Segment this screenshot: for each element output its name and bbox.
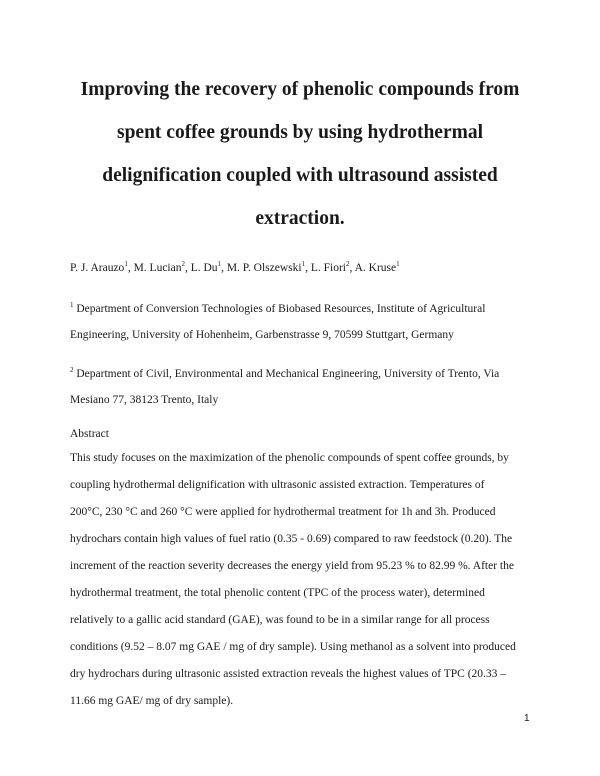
author-name: L. Du — [190, 262, 218, 274]
abstract-line: 11.66 mg GAE/ mg of dry sample). — [70, 695, 234, 707]
abstract-body — [70, 445, 540, 715]
abstract-line: dry hydrochars during ultrasonic assisted extraction reveals the highest values of TPC (20.33 – — [70, 668, 507, 680]
author-name: P. J. Arauzo — [70, 262, 125, 274]
author-list: P. J. Arauzo$^1$, M. Lucian$^2$, L. Du$^1$, M. P. Olszewski$^1$, L. Fiori$^2$, A. Kruse$^1$ — [70, 260, 400, 274]
author-affiliation-mark: 1 — [217, 260, 222, 269]
title-line: spent coffee grounds by using hydrothermal — [116, 122, 484, 143]
title-line: Improving the recovery of phenolic compounds from — [80, 79, 520, 100]
abstract-line: conditions (9.52 – 8.07 mg GAE / mg of dry sample). Using methanol as a solvent into produced — [70, 641, 516, 653]
affiliation-text: Department of Conversion Technologies of Biobased Resources, Institute of Agricultural — [76, 303, 486, 315]
affiliation-text: Department of Civil, Environmental and Mechanical Engineering, University of Trento, Via — [76, 368, 500, 380]
title-line: extraction. — [255, 208, 345, 229]
abstract-line: relatively to a gallic acid standard (GAE), was found to be in a similar range for all process — [70, 614, 490, 626]
paper-title — [60, 68, 540, 240]
author-affiliation-mark: 2 — [345, 260, 350, 269]
abstract-line: coupling hydrothermal delignification with ultrasonic assisted extraction. Temperatures of — [70, 479, 485, 491]
author-name: A. Kruse — [354, 262, 397, 274]
abstract-heading: Abstract — [70, 428, 109, 440]
abstract-line: hydrochars contain high values of fuel ratio (0.35 - 0.69) compared to raw feedstock (0.20). The — [70, 533, 513, 545]
abstract-line: hydrothermal treatment, the total phenolic content (TPC of the process water), determined — [70, 587, 485, 599]
abstract-line: This study focuses on the maximization of the phenolic compounds of spent coffee grounds, by — [70, 452, 509, 464]
affiliation-mark: 2 — [70, 366, 74, 375]
author-affiliation-mark: 1 — [396, 260, 400, 269]
abstract-line: increment of the reaction severity decreases the energy yield from 95.23 % to 82.99 %. After the — [70, 560, 514, 572]
author-affiliation-mark: 2 — [181, 260, 185, 269]
affiliation-line: Mesiano 77, 38123 Trento, Italy — [70, 394, 219, 406]
affiliation-line — [70, 296, 540, 322]
author-name: L. Fiori — [310, 262, 346, 274]
abstract-line: 200°C, 230 °C and 260 °C were applied for hydrothermal treatment for 1h and 3h. Produced — [70, 506, 496, 518]
affiliation-2 — [70, 361, 540, 413]
affiliation-line: Engineering, University of Hohenheim, Garbenstrasse 9, 70599 Stuttgart, Germany — [70, 329, 454, 341]
author-name: M. Lucian — [133, 262, 182, 274]
page-number: 1 — [524, 713, 530, 724]
affiliation-mark: 1 — [70, 301, 74, 310]
affiliation-line — [70, 361, 540, 387]
author-affiliation-mark: 1 — [301, 260, 306, 269]
author-affiliation-mark: 1 — [124, 260, 128, 269]
affiliation-1 — [70, 296, 540, 348]
author-name: M. P. Olszewski — [226, 262, 302, 274]
title-line: delignification coupled with ultrasound assisted — [102, 165, 498, 186]
